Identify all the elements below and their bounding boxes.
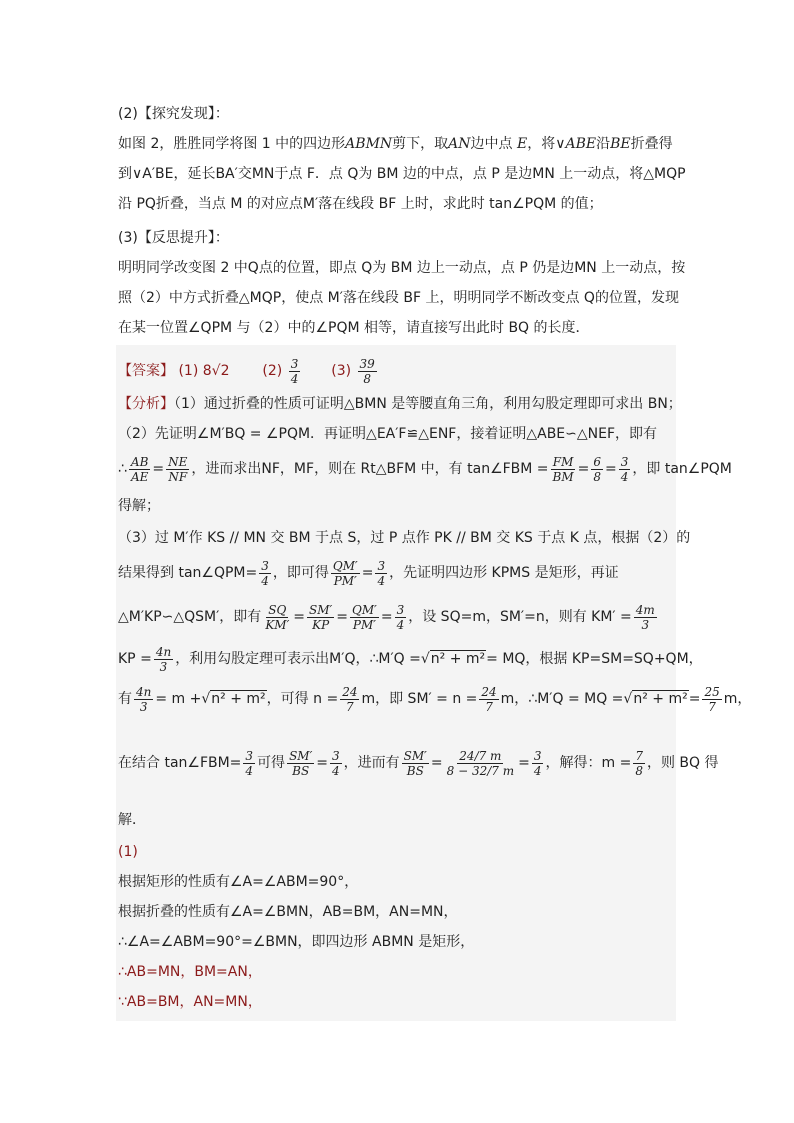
analysis-line-3: ∴ $\frac{AB}{AE}$ = $\frac{NE}{NF}$ ，进而求出NF，MF，则在 Rt△BFM 中，有 tan∠FBM = $\frac{FM}{BM}$ = $\frac{6}{8}$ = $\frac{3}{4}$ ，即 tan∠PQM	[118, 454, 732, 484]
answer-1: (1) 8√2	[178, 363, 230, 379]
q2-line-1: 如图 2，胜胜同学将图 1 中的四边形ABMN剪下，取AN边中点 E，将∨ABE沿BE折叠得	[118, 136, 673, 152]
analysis-line-6: 结果得到 tan∠QPM= $\frac{3}{4}$ ，即可得 $\frac{QM'}{PM'}$ = $\frac{3}{4}$ ，先证明四边形 KPMS 是矩形，再证	[118, 558, 619, 588]
solution-heading: (1)	[118, 844, 138, 860]
analysis-line-8: KP = $\frac{4n}{3}$ ，利用勾股定理可表示出M′Q，∴M′Q =√n² + m²= MQ，根据 KP=SM=SQ+QM，	[118, 644, 703, 674]
analysis-line-7: △M′KP∽△QSM′，即有 $\frac{SQ}{KM'}$ = $\frac{SM'}{KP}$ = $\frac{QM'}{PM'}$ = $\frac{3}{4}$ ，设 SQ=m，SM′=n，则有 KM′ = $\frac{4m}{3}$	[118, 602, 655, 632]
analysis-line-4: 得解；	[118, 498, 160, 514]
q3-line-1: 明明同学改变图 2 中Q点的位置，即点 Q为 BM 边上一动点，点 P 仍是边MN 上一动点，按	[118, 260, 686, 276]
analysis-line-9: 有 $\frac{4n}{3}$ = m +√n² + m²，可得 n = $\frac{24}{7}$ m，即 SM′ = n = $\frac{24}{7}$ m，∴M′Q = MQ =√n² + m²= $\frac{25}{7}$ m，	[118, 684, 752, 714]
q2-line-3: 沿 PQ折叠，当点 M 的对应点M′落在线段 BF 上时，求此时 tan∠PQM 的值；	[118, 196, 603, 212]
analysis-line-5: （3）过 M′作 KS // MN 交 BM 于点 S，过 P 点作 PK // BM 交 KS 于点 K 点，根据（2）的	[118, 530, 691, 546]
answer-line: 【答案】 (1) 8√2 (2) $\frac{3}{4}$ (3) $\frac{39}{8}$	[118, 356, 375, 386]
q3-line-3: 在某一位置∠QPM 与（2）中的∠PQM 相等，请直接写出此时 BQ 的长度．	[118, 320, 590, 336]
q2-heading: (2)【探究发现】：	[118, 106, 229, 122]
analysis-line-1: 【分析】（1）通过折叠的性质可证明△BMN 是等腰直角三角，利用勾股定理即可求出 BN；	[118, 396, 682, 412]
solution-line-1: 根据矩形的性质有∠A=∠ABM=90°，	[118, 874, 359, 890]
q3-line-2: 照（2）中方式折叠△MQP，使点 M′落在线段 BF 上，明明同学不断改变点 Q的位置，发现	[118, 290, 679, 306]
solution-line-2: 根据折叠的性质有∠A=∠BMN，AB=BM，AN=MN，	[118, 904, 458, 920]
answer-3-fraction: $\frac{39}{8}$	[359, 356, 375, 386]
q2-line-2: 到∨A′BE，延长BA′交MN于点 F．点 Q为 BM 边的中点，点 P 是边MN 上一动点，将△MQP	[118, 166, 686, 182]
analysis-line-11: 解．	[118, 812, 146, 828]
answer-2-fraction: $\frac{3}{4}$	[290, 356, 299, 386]
analysis-label: 【分析】	[118, 396, 174, 412]
analysis-line-2: （2）先证明∠M′BQ = ∠PQM．再证明△EA′F≌△ENF，接着证明△ABE∽△NEF，即有	[118, 426, 658, 442]
solution-line-3: ∴∠A=∠ABM=90°=∠BMN，即四边形 ABMN 是矩形，	[118, 934, 475, 950]
q3-heading: (3)【反思提升】：	[118, 230, 229, 246]
solution-line-4: ∴AB=MN，BM=AN，	[118, 964, 262, 980]
analysis-line-10: 在结合 tan∠FBM= $\frac{3}{4}$ 可得 $\frac{SM'}{BS}$ = $\frac{3}{4}$ ，进而有 $\frac{SM'}{BS}$ = $\frac{24/7 m}{8 - 32/7 m}$ = $\frac{3}{4}$ ，解得：m = $\frac{7}{8}$ ，则 BQ 得	[118, 748, 719, 778]
answer-label: 【答案】	[118, 363, 174, 379]
solution-line-5: ∵AB=BM，AN=MN，	[118, 994, 262, 1010]
